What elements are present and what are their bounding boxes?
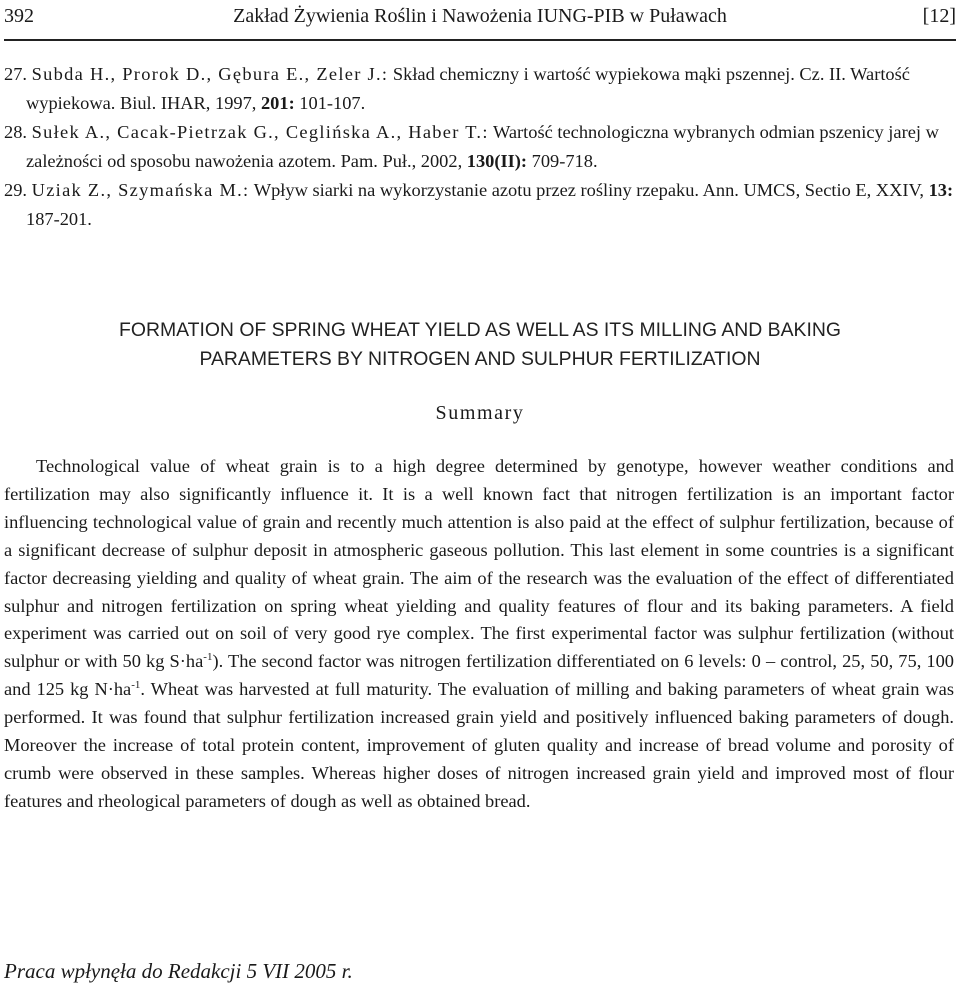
article-bracket-number: [12] — [922, 5, 956, 27]
reference-pages: 187-201. — [26, 209, 92, 229]
reference-item — [4, 60, 956, 118]
reference-text: Skład chemiczny i wartość wypiekowa mąki pszennej. Cz. II. Wartość wypiekowa. Biul. IHAR, 1997, — [26, 64, 910, 113]
paper-title-english — [4, 316, 956, 374]
reference-list — [4, 60, 956, 234]
title-line: FORMATION OF SPRING WHEAT YIELD AS WELL AS ITS MILLING AND BAKING — [119, 319, 841, 341]
reference-item — [4, 176, 956, 234]
reference-volume: 13: — [924, 180, 954, 200]
reference-authors: Uziak Z., Szymańska M.: — [31, 180, 250, 200]
summary-heading: Summary — [435, 402, 525, 424]
abstract-text: Technological value of wheat grain is to a high degree determined by genotype, however weather conditions and fertilization may also significantly influence it. It is a well known fact that nitrogen fertilization is an important factor influencing technological value of grain and recently much attention is also paid at the effect of sulphur fertilization, because of a significant decrease of sulphur deposit in atmospheric gaseous pollution. This last element in some countries is a significant factor decreasing yielding and quality of wheat grain. The aim of the research was the evaluation of the effect of differentiated sulphur and nitrogen fertilization on spring wheat yielding and quality features of flour and its baking parameters. A field experiment was carried out on soil of very good rye complex. The first experimental factor was sulphur fertilization (without sulphur or with 50 kg S·ha — [4, 456, 954, 672]
title-line: PARAMETERS BY NITROGEN AND SULPHUR FERTILIZATION — [199, 348, 761, 370]
reference-volume: 130(II): — [462, 151, 528, 171]
reference-authors: Subda H., Prorok D., Gębura E., Zeler J.: — [31, 64, 389, 84]
journal-title: Zakład Żywienia Roślin i Nawożenia IUNG-PIB w Puławach — [233, 5, 727, 27]
running-header — [4, 2, 956, 32]
reference-number: 29. — [4, 180, 27, 200]
page-number: 392 — [4, 5, 34, 27]
superscript: -1 — [131, 679, 141, 692]
reference-text: Wartość technologiczna wybranych odmian pszenicy jarej w zależności od sposobu nawożenia azotem. Pam. Puł., 2002, — [26, 122, 939, 171]
reference-volume: 201: — [256, 93, 295, 113]
summary-abstract — [4, 453, 954, 816]
reference-pages: 709-718. — [527, 151, 598, 171]
reference-item — [4, 118, 956, 176]
header-rule — [4, 39, 956, 41]
reference-number: 28. — [4, 122, 27, 142]
received-date-note: Praca wpłynęła do Redakcji 5 VII 2005 r. — [4, 959, 353, 983]
reference-number: 27. — [4, 64, 27, 84]
reference-pages: 101-107. — [294, 93, 366, 113]
superscript: -1 — [203, 651, 213, 664]
abstract-text: ). The second factor was nitrogen fertilization differentiated on 6 levels: 0 – control, 25, 50, 75, 100 and 125 kg N·ha — [4, 651, 955, 700]
reference-text: Wpływ siarki na wykorzystanie azotu przez rośliny rzepaku. Ann. UMCS, Sectio E, XXIV, — [249, 180, 924, 200]
abstract-text: . Wheat was harvested at full maturity. The evaluation of milling and baking parameters of wheat grain was performed. It was found that sulphur fertilization increased grain yield and positively influenced baking parameters of dough. Moreover the increase of total protein content, improvement of gluten quality and increase of bread volume and porosity of crumb were observed in these samples. Whereas higher doses of nitrogen increased grain yield and improved most of flour features and rheological parameters of dough as well as obtained bread. — [4, 679, 954, 811]
reference-authors: Sułek A., Cacak-Pietrzak G., Ceglińska A., Haber T.: — [31, 122, 489, 142]
